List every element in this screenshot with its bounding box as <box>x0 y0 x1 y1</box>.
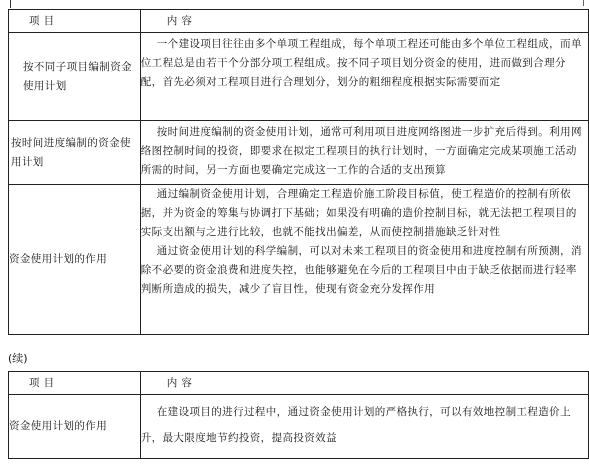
row-label: 资金使用计划的作用 <box>9 185 141 335</box>
table-row <box>9 33 589 121</box>
row-content <box>140 395 588 459</box>
header-content: 内 容 <box>140 372 588 395</box>
row-content <box>140 121 588 185</box>
table-row <box>9 185 589 335</box>
margin-tick <box>583 0 584 6</box>
continued-label: (续) <box>8 352 28 365</box>
paragraph: 一个建设项目往往由多个单项工程组成，每个单项工程还可能由多个单位工程组成，而单位工程总是由若干个分部分项工程组成。按不同子项目划分资金的使用，进而做到合理分配，首先必须对工程项目进行合理划分，划分的粗细程度根据实际需要而定 <box>140 38 582 88</box>
header-content: 内 容 <box>140 10 588 33</box>
table-row <box>9 395 589 459</box>
header-item: 项 目 <box>9 372 141 395</box>
header-item: 项 目 <box>9 10 141 33</box>
paragraph: 按时间进度编制的资金使用计划，通常可利用项目进度网络图进一步扩充后得到。利用网络图控制时间的投资，即要求在拟定工程项目的执行计划时，一方面确定完成某项施工活动所需的时间，另一方面也要确定完成这一工作的合适的支出预算 <box>140 126 582 176</box>
table-header-row <box>9 10 589 33</box>
funding-plan-table-continued <box>8 371 589 459</box>
row-content <box>140 185 588 335</box>
row-label: 资金使用计划的作用 <box>9 395 141 459</box>
table-header-row <box>9 372 589 395</box>
text-cursor-mark <box>10 0 11 8</box>
paragraph: 通过编制资金使用计划，合理确定工程造价施工阶段目标值，使工程造价的控制有所依据，并为资金的筹集与协调打下基础；如果没有明确的造价控制目标，就无法把工程项目的实际支出额与之进行比较，也就不能找出偏差，从而使控制措施缺乏针对性 <box>140 188 577 238</box>
funding-plan-table <box>8 9 589 335</box>
row-label: 按时间进度编制的资金使用计划 <box>9 121 141 185</box>
paragraph: 通过资金使用计划的科学编制，可以对未来工程项目的资金使用和进度控制有所预测，消除不必要的资金浪费和进度失控，也能够避免在今后的工程项目中由于缺乏依据而进行轻率判断所造成的损失，减少了盲目性，使现有资金充分发挥作用 <box>140 245 582 295</box>
row-label: 按不同子项目编制资金使用计划 <box>9 33 141 121</box>
paragraph: 在建设项目的进行过程中，通过资金使用计划的严格执行，可以有效地控制工程造价上升，最大限度地节约投资，提高投资效益 <box>140 406 571 444</box>
table-row <box>9 121 589 185</box>
row-content <box>140 33 588 121</box>
